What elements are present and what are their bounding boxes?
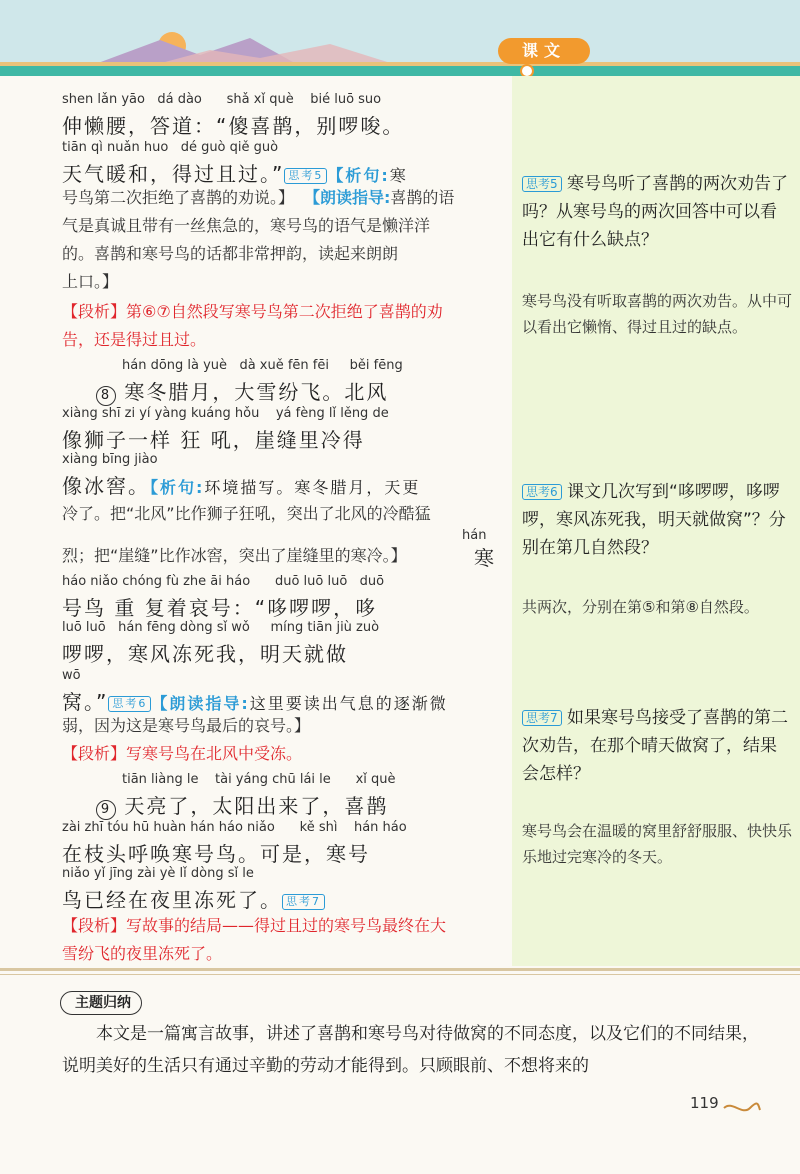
- text-line: 天气暖和，得过且过。” 思考5 【析句:寒: [62, 162, 408, 186]
- pinyin-line: xiàng shī zi yí yàng kuáng hǒu yá fèng lǐ lěng de: [62, 406, 389, 421]
- analysis-tag: 【析句:: [327, 166, 390, 185]
- pinyin-line: shen lǎn yāo dá dào shǎ xǐ què bié luō suo: [62, 92, 382, 107]
- section-divider-thin: [0, 974, 800, 975]
- pinyin-line: xiàng bīng jiào: [62, 452, 158, 467]
- text-line: 像狮子一样 狂 吼，崖缝里冷得: [62, 428, 365, 452]
- paragraph-analysis: 告，还是得过且过。: [62, 330, 207, 349]
- summary-tag: 主题归纳: [60, 991, 142, 1015]
- pinyin-line: niǎo yǐ jīng zài yè lǐ dòng sǐ le: [62, 866, 254, 881]
- comment-line: 上口。】: [62, 272, 119, 291]
- pinyin-line: zài zhī tóu hū huàn hán háo niǎo kě shì hán háo: [62, 820, 407, 835]
- comment-line: 号鸟第二次拒绝了喜鹊的劝说。】: [62, 188, 295, 207]
- paragraph-analysis: 【段析】写寒号鸟在北风中受冻。: [62, 744, 303, 763]
- section-tag: 课文: [498, 38, 590, 64]
- think-answer-5: 寒号鸟没有听取喜鹊的两次劝告。从中可以看出它懒惰、得过且过的缺点。: [522, 292, 793, 336]
- text-line: 9 天亮了，太阳出来了，喜鹊: [96, 790, 388, 820]
- think-question-7: 思考7 如果寒号鸟接受了喜鹊的第二次劝告，在那个晴天做窝了，结果会怎样？: [522, 708, 789, 784]
- text-line: 8 寒冬腊月，大雪纷飞。北风: [96, 376, 388, 406]
- paragraph-analysis: 【段析】第⑥⑦自然段写寒号鸟第二次拒绝了喜鹊的劝: [62, 302, 443, 321]
- header-band: [0, 66, 800, 76]
- think-question-5: 思考5 寒号鸟听了喜鹊的两次劝告了吗？从寒号鸟的两次回答中可以看出它有什么缺点？: [522, 174, 789, 250]
- swirl-ornament-icon: [722, 1100, 762, 1116]
- summary-text: 本文是一篇寓言故事，讲述了喜鹊和寒号鸟对待做窝的不同态度，以及它们的不同结果，说明美好的生活只有通过辛勤的劳动才能得到。只顾眼前、不想将来的: [62, 1024, 759, 1076]
- pinyin-line: hán dōng là yuè dà xuě fēn fēi běi fēng: [122, 358, 403, 373]
- page-header: [0, 0, 800, 76]
- text-line: 在枝头呼唤寒号鸟。可是，寒号: [62, 842, 370, 866]
- think-question-6: 思考6 课文几次写到“哆啰啰，哆啰啰，寒风冻死我，明天就做窝”？分别在第几自然段？: [522, 482, 786, 558]
- paragraph-number: 9: [96, 800, 116, 820]
- think-badge: 思考7: [282, 894, 325, 910]
- think-answer-6: 共两次，分别在第⑤和第⑧自然段。: [522, 598, 759, 616]
- mountain-illustration: [0, 0, 800, 66]
- paragraph-analysis: 雪纷飞的夜里冻死了。: [62, 944, 223, 963]
- pinyin-line: tiān liàng le tài yáng chū lái le xǐ què: [122, 772, 396, 787]
- comment-line: 的。喜鹊和寒号鸟的话都非常押韵，读起来朗朗: [62, 244, 399, 263]
- text-line: 鸟已经在夜里冻死了。 思考7: [62, 884, 325, 913]
- section-divider: [0, 968, 800, 971]
- comment-line: 气是真诚且带有一丝焦急的，寒号鸟的语气是懒洋洋: [62, 216, 431, 235]
- text-line: 像冰窖。【析句:环境描写。寒冬腊月，天更: [62, 474, 421, 498]
- text-line: 窝。” 思考6 【朗读指导:这里要读出气息的逐渐微: [62, 690, 448, 714]
- think-badge: 思考5: [284, 168, 327, 184]
- page-number: 119: [690, 1094, 719, 1112]
- pinyin-line: tiān qì nuǎn huo dé guò qiě guò: [62, 140, 279, 155]
- pinyin-line: luō luō hán fēng dòng sǐ wǒ míng tiān jiù zuò: [62, 620, 380, 635]
- comment-line: 弱，因为这是寒号鸟最后的哀号。】: [62, 716, 311, 735]
- think-badge: 思考6: [108, 696, 151, 712]
- pinyin-line: hán: [462, 528, 487, 543]
- think-answer-7: 寒号鸟会在温暖的窝里舒舒服服、快快乐乐地过完寒冷的冬天。: [522, 822, 793, 866]
- text-line: 伸懒腰，答道：“傻喜鹊，别啰唆。: [62, 114, 405, 138]
- paragraph-analysis: 【段析】写故事的结局——得过且过的寒号鸟最终在大: [62, 916, 447, 935]
- pinyin-line: háo niǎo chóng fù zhe āi háo duō luō luō duō: [62, 574, 385, 589]
- text-line: 寒: [474, 546, 496, 570]
- text-line: 号鸟 重 复着哀号：“哆啰啰，哆: [62, 596, 378, 620]
- text-line: 啰啰，寒风冻死我，明天就做: [62, 642, 348, 666]
- pinyin-line: wō: [62, 668, 81, 683]
- comment-line: 烈；把“崖缝”比作冰窖，突出了崖缝里的寒冷。】: [62, 546, 407, 565]
- comment-line: 【朗读指导:喜鹊的语: [304, 188, 455, 207]
- paragraph-number: 8: [96, 386, 116, 406]
- comment-line: 冷了。把“北风”比作狮子狂吼，突出了北风的冷酷猛: [62, 504, 431, 523]
